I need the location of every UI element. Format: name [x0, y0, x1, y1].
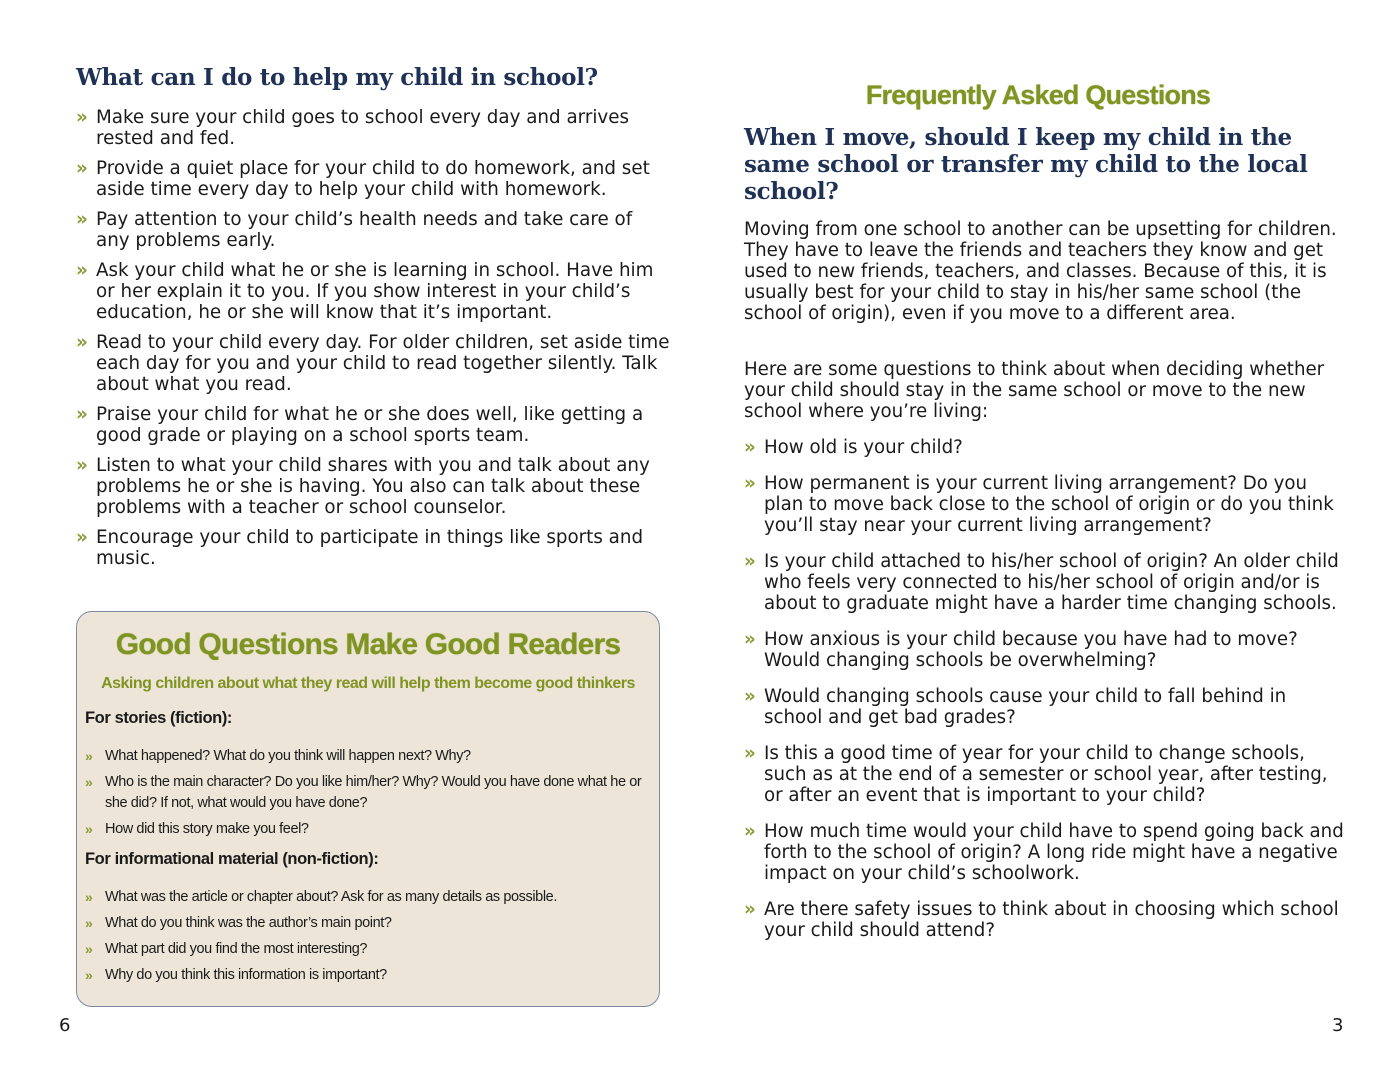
- list-item-text: Would changing schools cause your child to fall behind in school and get bad grades?: [764, 686, 1287, 728]
- chevron-double-right-icon: »: [744, 629, 756, 650]
- questions-intro-paragraph: Here are some questions to think about when deciding whether your child should stay in the same school or move to the new school where you’re living:: [744, 359, 1325, 422]
- chevron-double-right-icon: »: [744, 899, 756, 920]
- list-item: [744, 743, 1344, 806]
- list-item: [76, 455, 670, 518]
- chevron-double-right-icon: »: [85, 967, 93, 983]
- chevron-double-right-icon: »: [76, 455, 88, 476]
- list-item-text: Provide a quiet place for your child to do homework, and set aside time every day to help your child with homework.: [96, 158, 650, 200]
- list-item-text: Is your child attached to his/her school of origin? An older child who feels very connected to his/her school of origin and/or is about to graduate might have a harder time changing schools.: [764, 551, 1339, 614]
- list-item: [85, 819, 653, 840]
- faq-section-title: Frequently Asked Questions: [865, 80, 1211, 110]
- chevron-double-right-icon: »: [744, 473, 756, 494]
- list-item: [85, 965, 653, 986]
- list-item-text: What part did you find the most interesting?: [105, 941, 368, 957]
- right-page: [698, 0, 1396, 1080]
- list-item-text: Praise your child for what he or she does well, like getting a good grade or playing on a school sports team.: [96, 404, 644, 446]
- list-item: [76, 107, 670, 149]
- box-subtitle: Asking children about what they read will help them become good thinkers: [101, 675, 635, 692]
- chevron-double-right-icon: »: [85, 889, 93, 905]
- list-item-text: Is this a good time of year for your child to change schools, such as at the end of a semester or school year, after testing, or after an event that is important to your child?: [764, 743, 1328, 806]
- list-item: [744, 821, 1344, 884]
- list-item: [744, 686, 1344, 728]
- list-item-text: How much time would your child have to spend going back and forth to the school of origin? A long ride might have a negative impact on your child’s schoolwork.: [764, 821, 1344, 884]
- page-number-right: 3: [1332, 1015, 1344, 1036]
- list-item-text: How old is your child?: [764, 437, 963, 458]
- chevron-double-right-icon: »: [85, 748, 93, 764]
- list-item-text: Read to your child every day. For older children, set aside time each day for you and your child to read together silently. Talk about what you read.: [96, 332, 670, 395]
- list-item-text: What happened? What do you think will happen next? Why?: [105, 748, 471, 764]
- chevron-double-right-icon: »: [85, 915, 93, 931]
- page-number-left: 6: [59, 1015, 71, 1036]
- chevron-double-right-icon: »: [744, 686, 756, 707]
- list-item: [744, 551, 1344, 614]
- chevron-double-right-icon: »: [76, 209, 88, 230]
- chevron-double-right-icon: »: [85, 821, 93, 837]
- nonfiction-questions-list: [85, 887, 653, 991]
- list-item: [85, 913, 653, 934]
- fiction-label: For stories (fiction):: [85, 709, 233, 727]
- list-item-text: How permanent is your current living arrangement? Do you plan to move back close to the school of origin or do you think you’ll stay near your current living arrangement?: [764, 473, 1334, 536]
- chevron-double-right-icon: »: [85, 941, 93, 957]
- faq-question-heading: When I move, should I keep my child in the same school or transfer my child to the local school?: [744, 124, 1308, 205]
- list-item: [85, 746, 653, 767]
- list-item-text: Who is the main character? Do you like him/her? Why? Would you have done what he or she did? If not, what would you have done?: [105, 774, 642, 811]
- list-item-text: What was the article or chapter about? Ask for as many details as possible.: [105, 889, 557, 905]
- consideration-questions-list: [744, 437, 1344, 956]
- chevron-double-right-icon: »: [76, 158, 88, 179]
- list-item: [76, 332, 670, 395]
- list-item-text: Listen to what your child shares with you and talk about any problems he or she is having. You also can talk about these problems with a teacher or school counselor.: [96, 455, 650, 518]
- list-item-text: Ask your child what he or she is learning in school. Have him or her explain it to you. If you show interest in your child’s education, he or she will know that it’s important.: [96, 260, 654, 323]
- box-title: Good Questions Make Good Readers: [115, 628, 621, 661]
- help-tips-list: [76, 107, 670, 578]
- list-item: [76, 209, 670, 251]
- list-item: [744, 473, 1344, 536]
- left-heading: What can I do to help my child in school?: [76, 64, 598, 91]
- list-item-text: Encourage your child to participate in things like sports and music.: [96, 527, 644, 569]
- fiction-questions-list: [85, 746, 653, 845]
- list-item-text: How anxious is your child because you have had to move? Would changing schools be overwhelming?: [764, 629, 1298, 671]
- list-item: [76, 260, 670, 323]
- chevron-double-right-icon: »: [76, 527, 88, 548]
- good-questions-box: [76, 611, 660, 1007]
- list-item: [744, 437, 1344, 458]
- list-item-text: Pay attention to your child’s health needs and take care of any problems early.: [96, 209, 633, 251]
- chevron-double-right-icon: »: [744, 437, 756, 458]
- chevron-double-right-icon: »: [744, 821, 756, 842]
- intro-paragraph: Moving from one school to another can be upsetting for children. They have to leave the friends and teachers they know and get used to new friends, teachers, and classes. Because of this, it is usually best for your child to stay in his/her same school (the school of origin), even if you move to a different area.: [744, 219, 1337, 324]
- chevron-double-right-icon: »: [76, 404, 88, 425]
- list-item: [76, 527, 670, 569]
- list-item: [76, 158, 670, 200]
- chevron-double-right-icon: »: [744, 551, 756, 572]
- chevron-double-right-icon: »: [76, 260, 88, 281]
- list-item: [744, 899, 1344, 941]
- chevron-double-right-icon: »: [744, 743, 756, 764]
- list-item: [85, 939, 653, 960]
- nonfiction-label: For informational material (non-fiction):: [85, 850, 379, 868]
- list-item-text: Why do you think this information is important?: [105, 967, 387, 983]
- list-item: [85, 887, 653, 908]
- chevron-double-right-icon: »: [85, 774, 93, 790]
- list-item-text: Are there safety issues to think about in choosing which school your child should attend?: [764, 899, 1339, 941]
- list-item: [744, 629, 1344, 671]
- list-item-text: Make sure your child goes to school every day and arrives rested and fed.: [96, 107, 630, 149]
- chevron-double-right-icon: »: [76, 107, 88, 128]
- chevron-double-right-icon: »: [76, 332, 88, 353]
- list-item: [76, 404, 670, 446]
- list-item-text: What do you think was the author’s main point?: [105, 915, 392, 931]
- list-item: [85, 772, 653, 814]
- list-item-text: How did this story make you feel?: [105, 821, 309, 837]
